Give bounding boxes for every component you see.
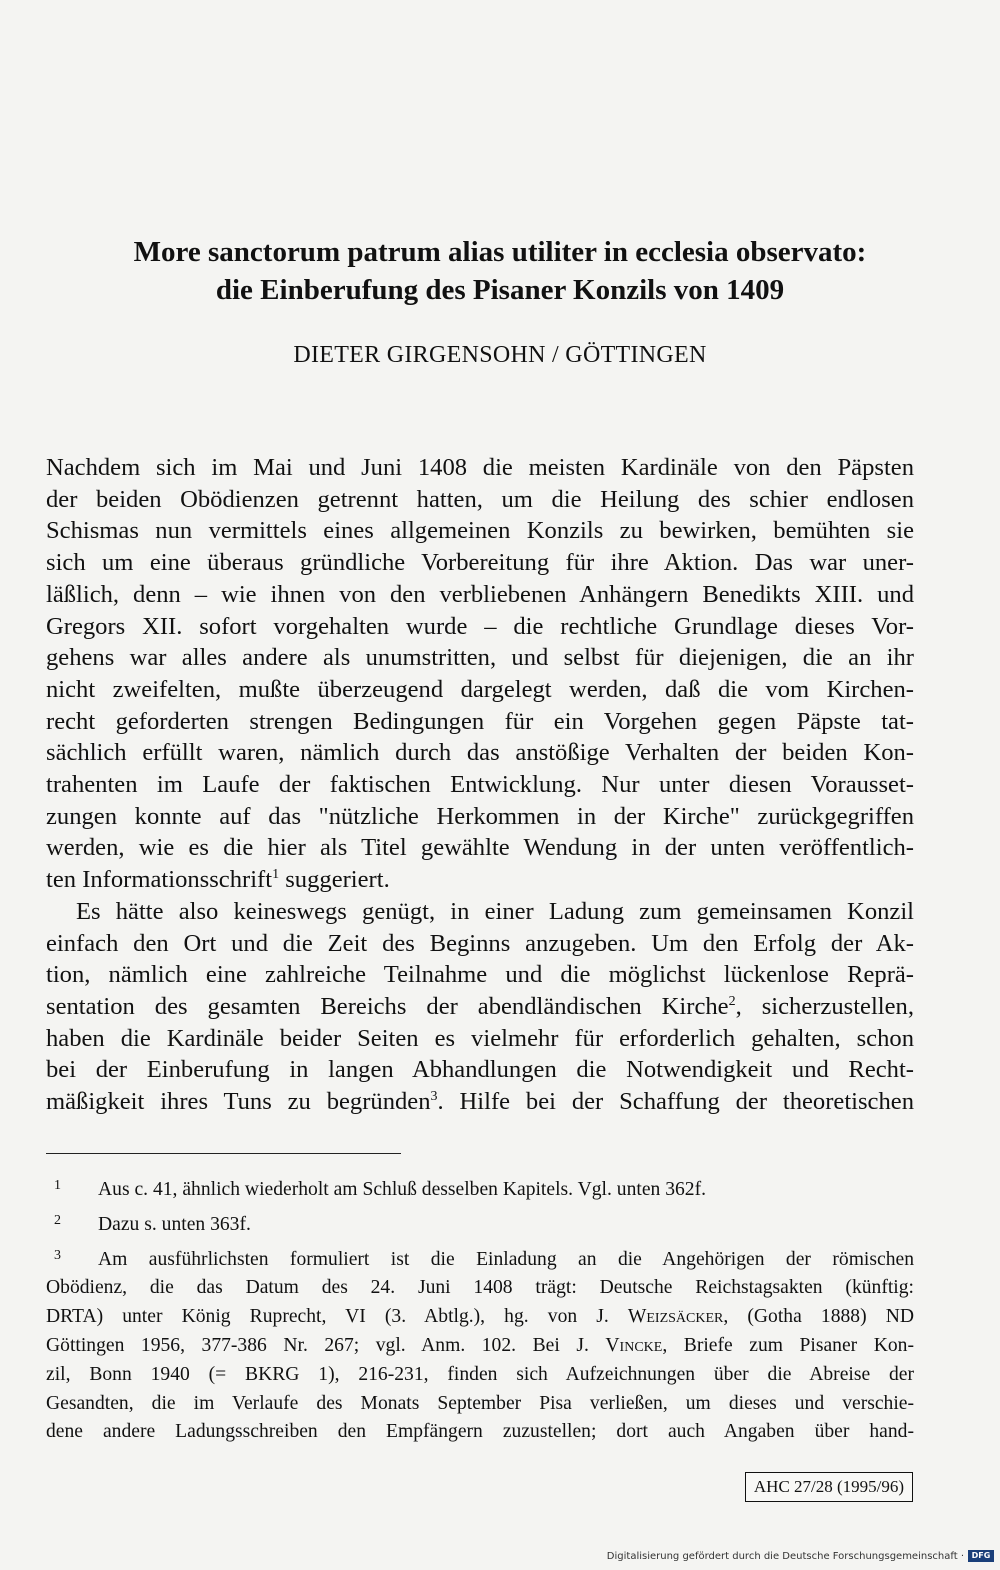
title-line-1: More sanctorum patrum alias utiliter in ecclesia observato: <box>133 236 867 268</box>
footnote-text: Dazu s. unten 363f. <box>98 1213 251 1235</box>
text-line: Es hätte also keineswegs genügt, in einer Ladung zum gemeinsamen Konzil <box>76 897 914 925</box>
footnote-ref-1[interactable]: 1 <box>272 867 280 883</box>
footnote-2 <box>46 1207 914 1240</box>
text-line <box>46 1086 914 1118</box>
text-line: tion, nämlich eine zahlreiche Teilnahme und die möglichst lückenlose Reprä- <box>46 961 914 989</box>
text-line: sächlich erfüllt waren, nämlich durch das anstößige Verhalten der beiden Kon- <box>46 739 914 767</box>
footnotes <box>46 1172 914 1449</box>
body-text <box>46 452 914 1118</box>
footnote-line <box>46 1242 914 1275</box>
text-line: läßlich, denn – wie ihnen von den verbliebenen Anhängern Benedikts XIII. und <box>46 580 914 608</box>
text-span: ten Informationsschrift <box>46 866 273 894</box>
footnote-text: , Briefe zum Pisaner Kon- <box>662 1334 914 1356</box>
title-line-2: die Einberufung des Pisaner Konzils von 1409 <box>215 274 785 306</box>
footnote-text: , (Gotha 1888) ND <box>723 1306 915 1328</box>
article-title <box>20 233 980 309</box>
footnote-number: 3 <box>54 1247 61 1263</box>
text-line: sich um eine überaus gründliche Vorbereitung für ihre Aktion. Das war uner- <box>46 549 914 577</box>
text-line <box>46 864 914 896</box>
text-line: einfach den Ort und die Zeit des Beginns anzugeben. Um den Erfolg der Ak- <box>46 929 914 957</box>
footnote-line: Gesandten, die im Verlaufe des Monats September Pisa verließen, um dieses und verschie- <box>46 1392 914 1414</box>
text-line: bei der Einberufung in langen Abhandlungen die Notwendigkeit und Recht- <box>46 1056 914 1084</box>
digitization-footer <box>607 1550 994 1562</box>
text-line: haben die Kardinäle beider Seiten es vielmehr für erforderlich gehalten, schon <box>46 1024 914 1052</box>
footnote-number: 2 <box>54 1212 61 1228</box>
dfg-logo-icon: DFG <box>968 1550 994 1562</box>
footnote-line <box>46 1303 914 1332</box>
footnote-number: 1 <box>54 1178 61 1193</box>
footnote-text: Aus c. 41, ähnlich wiederholt am Schluß desselben Kapitels. Vgl. unten 362f. <box>98 1179 707 1200</box>
text-line <box>46 991 914 1023</box>
footnote-3 <box>46 1242 914 1448</box>
text-line: der beiden Obödienzen getrennt hatten, um die Heilung des schier endlosen <box>46 485 914 513</box>
footnote-ref-2[interactable]: 2 <box>728 993 736 1009</box>
author-name-weizsaecker: Weizsäcker <box>627 1306 724 1328</box>
text-line: zungen konnte auf das "nützliche Herkommen in der Kirche" zurückgegriffen <box>46 802 914 830</box>
author-line: DIETER GIRGENSOHN / GÖTTINGEN <box>293 342 707 368</box>
text-span: . Hilfe bei der Schaffung der theoretischen <box>437 1088 914 1116</box>
footnote-text: Am ausführlichsten formuliert ist die Einladung an die Angehörigen der römischen <box>98 1248 914 1270</box>
journal-reference-box: AHC 27/28 (1995/96) <box>745 1472 913 1502</box>
text-span: sentation des gesamten Bereichs der abendländischen Kirche <box>46 992 729 1020</box>
footnote-separator <box>46 1153 401 1154</box>
text-line: nicht zweifelten, mußte überzeugend dargelegt werden, daß die vom Kirchen- <box>46 675 914 703</box>
text-line: trahenten im Laufe der faktischen Entwicklung. Nur unter diesen Vorausset- <box>46 771 914 799</box>
footnote-line: Obödienz, die das Datum des 24. Juni 1408 trägt: Deutsche Reichstagsakten (künftig: <box>46 1277 914 1299</box>
footnote-line: zil, Bonn 1940 (= BKRG 1), 216-231, finden sich Aufzeichnungen über die Abreise der <box>46 1363 914 1385</box>
author-name-vincke: Vincke <box>605 1334 663 1356</box>
text-span: mäßigkeit ihres Tuns zu begründen <box>46 1088 431 1116</box>
text-line: Schismas nun vermittels eines allgemeinen Konzils zu bewirken, bemühten sie <box>46 517 914 545</box>
footnote-ref-3[interactable]: 3 <box>430 1089 438 1105</box>
text-line: recht geforderten strengen Bedingungen für ein Vorgehen gegen Päpste tat- <box>46 707 914 735</box>
paragraph-2 <box>46 896 914 1118</box>
footnote-line: dene andere Ladungsschreiben den Empfängern zuzustellen; dort auch Angaben über hand- <box>46 1421 914 1443</box>
footnote-text: Göttingen 1956, 377-386 Nr. 267; vgl. Anm. 102. Bei J. <box>46 1334 606 1356</box>
paragraph-1 <box>46 452 914 896</box>
text-line: Nachdem sich im Mai und Juni 1408 die meisten Kardinäle von den Päpsten <box>46 454 914 481</box>
footnote-line <box>46 1332 914 1361</box>
footnote-1 <box>46 1172 914 1205</box>
text-line: werden, wie es die hier als Titel gewählte Wendung in der unten veröffentlich- <box>46 834 914 862</box>
footnote-line <box>46 1172 914 1205</box>
text-span: , sicherzustellen, <box>735 992 914 1020</box>
digitization-note: Digitalisierung gefördert durch die Deutsche Forschungsgemeinschaft · <box>606 1550 964 1562</box>
text-span: suggeriert. <box>279 866 390 894</box>
text-line: gehens war alles andere als unumstritten, und selbst für diejenigen, die an ihr <box>46 644 914 672</box>
footnote-line <box>46 1207 914 1240</box>
footnote-text: DRTA) unter König Ruprecht, VI (3. Abtlg.), hg. von J. <box>46 1306 628 1328</box>
text-line: Gregors XII. sofort vorgehalten wurde – die rechtliche Grundlage dieses Vor- <box>46 612 914 640</box>
